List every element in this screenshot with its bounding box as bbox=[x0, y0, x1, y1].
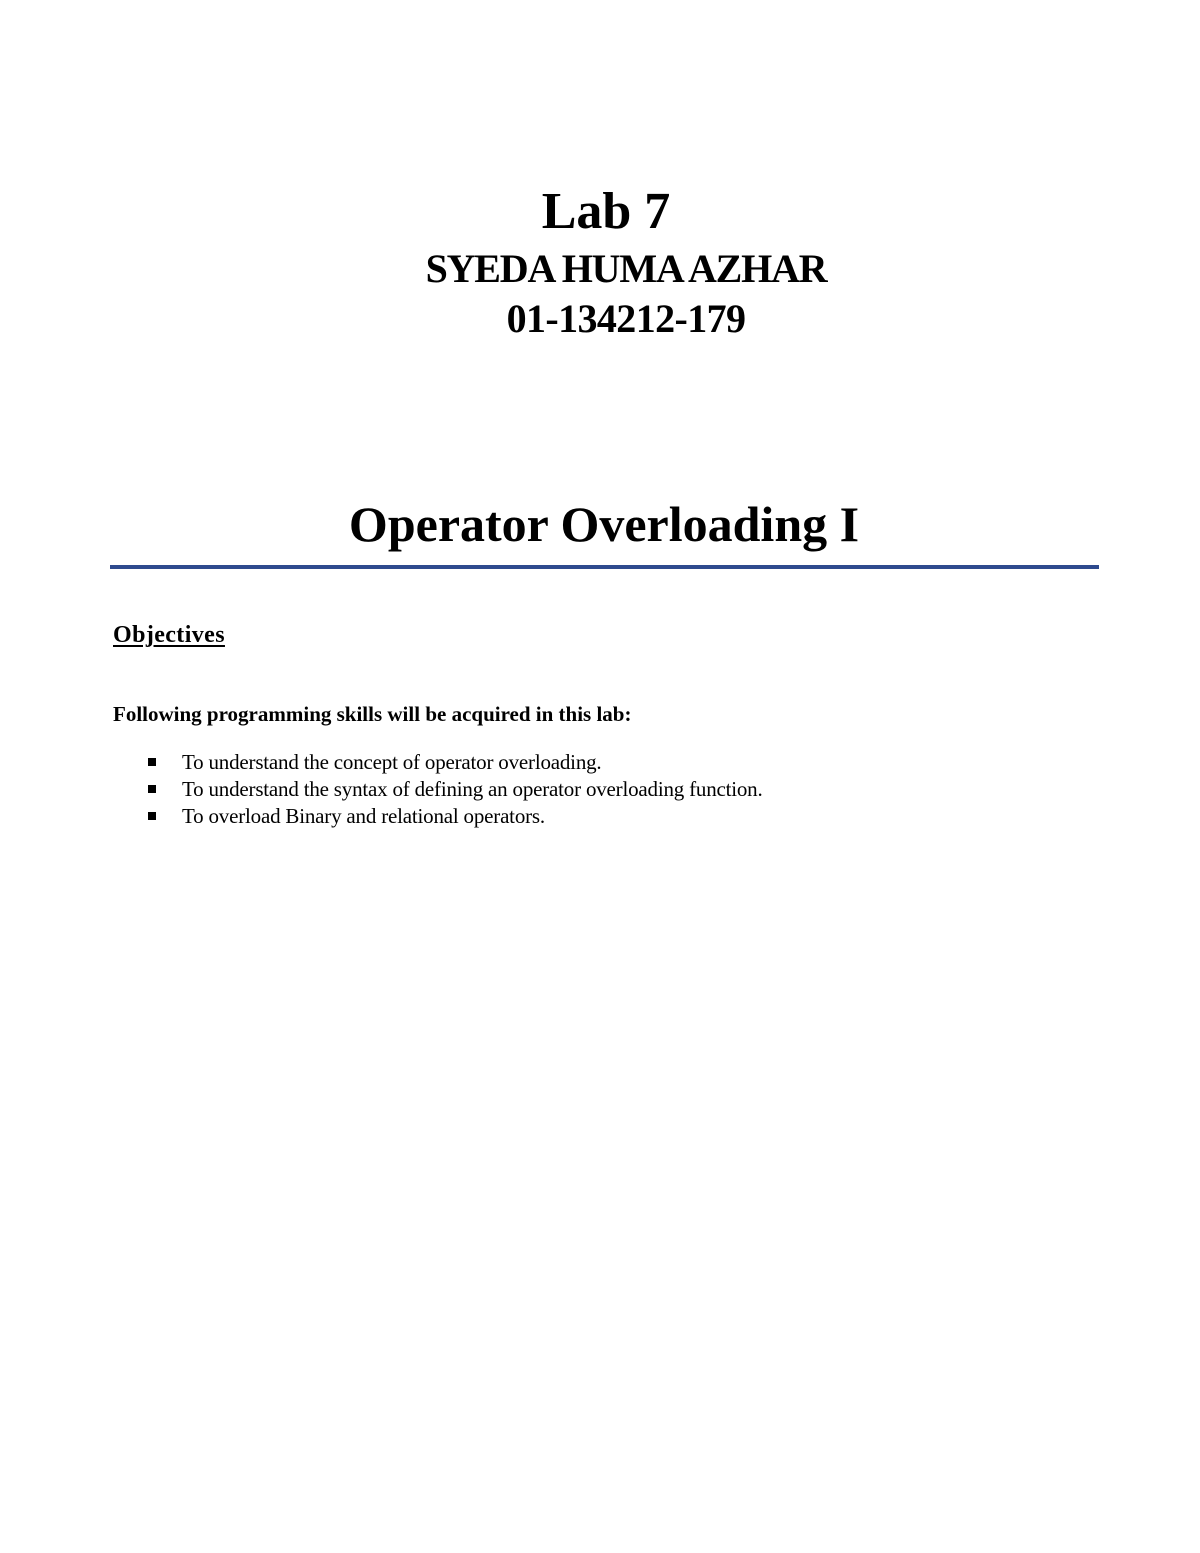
objectives-heading: Objectives bbox=[113, 622, 225, 648]
square-bullet-icon bbox=[148, 785, 156, 793]
student-id: 01-134212-179 bbox=[506, 296, 746, 341]
objective-text: To understand the concept of operator overloading. bbox=[182, 750, 602, 774]
objective-text: To understand the syntax of defining an operator overloading function. bbox=[182, 777, 763, 801]
heading-divider bbox=[110, 565, 1099, 569]
square-bullet-icon bbox=[148, 812, 156, 820]
objectives-intro: Following programming skills will be acquired in this lab: bbox=[113, 702, 632, 726]
square-bullet-icon bbox=[148, 758, 156, 766]
author-name: SYEDA HUMA AZHAR bbox=[425, 246, 827, 291]
document-heading: Operator Overloading I bbox=[348, 496, 860, 552]
objective-text: To overload Binary and relational operators. bbox=[182, 804, 545, 828]
lab-title: Lab 7 bbox=[541, 183, 671, 240]
